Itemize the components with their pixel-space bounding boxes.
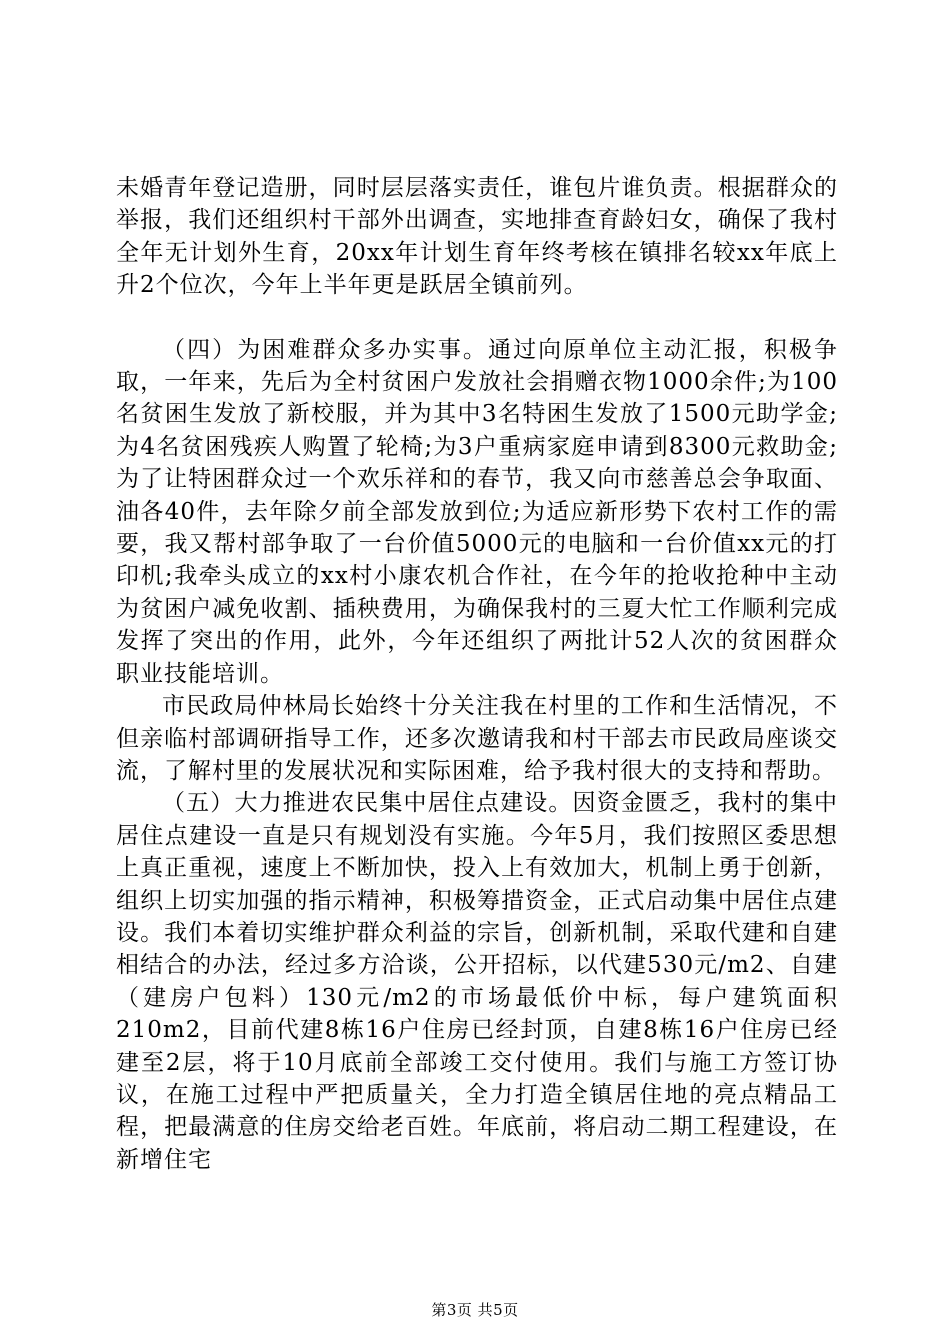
document-body [116, 172, 838, 1176]
paragraph-section-five: （五）大力推进农民集中居住点建设。因资金匮乏，我村的集中居住点建设一直是只有规划没有实施。今年5月，我们按照区委思想上真正重视，速度上不断加快，投入上有效加大，机制上勇于创新，组织上切实加强的指示精神，积极筹措资金，正式启动集中居住点建设。我们本着切实维护群众利益的宗旨，创新机制，采取代建和自建相结合的办法，经过多方洽谈，公开招标，以代建530元/m2、自建（建房户包料）130元/m2的市场最低价中标，每户建筑面积210m2，目前代建8栋16户住房已经封顶，自建8栋16户住房已经建至2层，将于10月底前全部竣工交付使用。我们与施工方签订协议，在施工过程中严把质量关，全力打造全镇居住地的亮点精品工程，把最满意的住房交给老百姓。年底前，将启动二期工程建设，在新增住宅 [116, 790, 838, 1173]
paragraph-civil-affairs-support: 市民政局仲林局长始终十分关注我在村里的工作和生活情况，不但亲临村部调研指导工作，还多次邀请我和村干部去市民政局座谈交流，了解村里的发展状况和实际困难，给予我村很大的支持和帮助。 [116, 693, 838, 784]
paragraph-section-four: （四）为困难群众多办实事。通过向原单位主动汇报，积极争取，一年来，先后为全村贫困户发放社会捐赠衣物1000余件;为100名贫困生发放了新校服，并为其中3名特困生发放了1500元助学金;为4名贫困残疾人购置了轮椅;为3户重病家庭申请到8300元救助金;为了让特困群众过一个欢乐祥和的春节，我又向市慈善总会争取面、油各40件，去年除夕前全部发放到位;为适应新形势下农村工作的需要，我又帮村部争取了一台价值5000元的电脑和一台价值xx元的打印机;我牵头成立的xx村小康农机合作社，在今年的抢收抢种中主动为贫困户减免收割、插秧费用，为确保我村的三夏大忙工作顺利完成发挥了突出的作用，此外，今年还组织了两批计52人次的贫困群众职业技能培训。 [116, 336, 838, 687]
paragraph-family-planning-continued: 未婚青年登记造册，同时层层落实责任，谁包片谁负责。根据群众的举报，我们还组织村干部外出调查，实地排查育龄妇女，确保了我村全年无计划外生育，20xx年计划生育年终考核在镇排名较xx年底上升2个位次，今年上半年更是跃居全镇前列。 [116, 175, 838, 299]
page-footer [0, 1300, 950, 1320]
paragraph-spacer [116, 302, 838, 334]
page-number-label: 第3页 共5页 [431, 1301, 519, 1319]
